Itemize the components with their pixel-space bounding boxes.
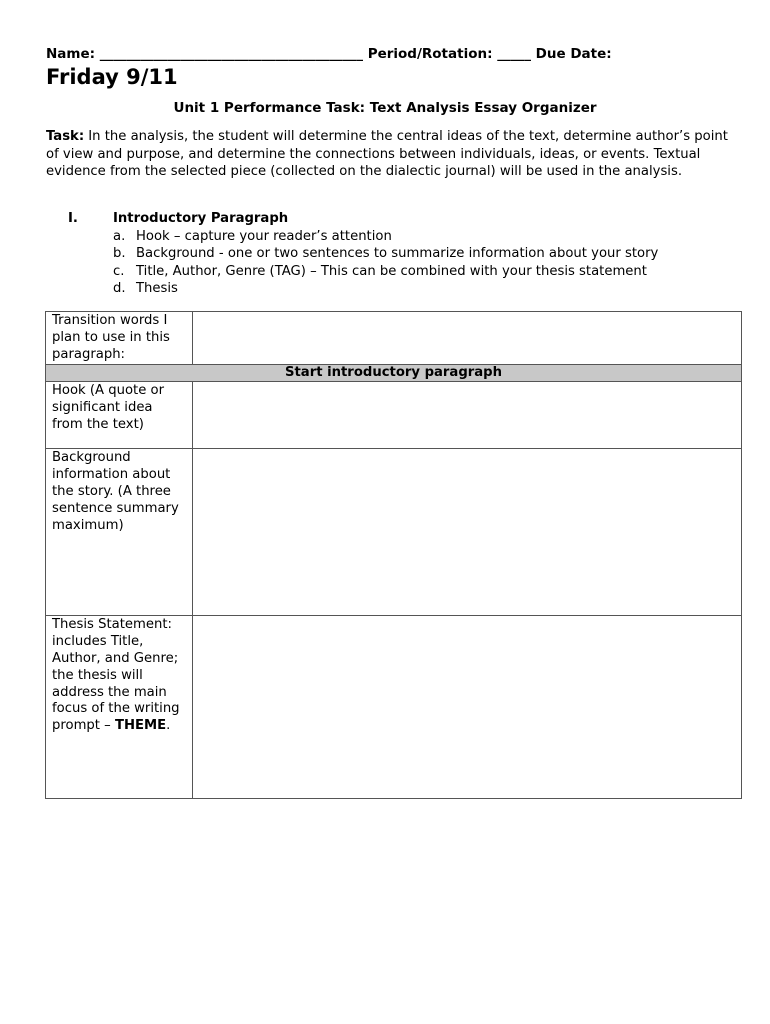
section-banner: Start introductory paragraph [46,365,742,382]
section-numeral: I. [68,211,78,226]
period-label: Period/Rotation: [367,46,493,62]
period-blank: _____ [497,46,531,62]
task-text: In the analysis, the student will determine the central ideas of the text, determine author’s point of view and purpose, and determine the connections between individuals, ideas, or events. Textual evidence from the selected piece (collected on the dialectic journal) will be used in the analysis. [46,129,728,179]
item-text: Thesis [136,281,178,297]
item-text: Title, Author, Genre (TAG) – This can be combined with your thesis statement [136,263,647,279]
table-row [46,382,742,449]
page-title: Unit 1 Performance Task: Text Analysis Essay Organizer [173,100,597,116]
item-letter: d. [113,281,126,297]
transition-answer-cell[interactable] [193,312,742,365]
task-description [46,128,736,181]
item-letter: b. [113,246,126,262]
due-date-value: Friday 9/11 [46,65,178,89]
thesis-label: Thesis Statement: includes Title, Author, and Genre; the thesis will address the main focus of the writing prompt – [52,617,180,734]
list-item [113,228,736,246]
background-answer-cell[interactable] [193,449,742,616]
item-letter: c. [113,263,125,279]
thesis-answer-cell[interactable] [193,616,742,799]
due-date-label: Due Date: [535,46,612,62]
hook-answer-cell[interactable] [193,382,742,449]
section-title: Introductory Paragraph [113,211,289,226]
list-item [113,280,736,298]
item-text: Hook – capture your reader’s attention [136,228,392,244]
thesis-label-cell [46,616,193,799]
list-item [113,245,736,263]
name-label: Name: [46,46,96,62]
list-item [113,263,736,281]
table-row [46,365,742,382]
outline [46,210,736,298]
table-row [46,616,742,799]
name-blank: _______________________________________ [99,46,363,62]
thesis-emphasis: THEME [114,718,167,734]
task-label: Task: [46,129,85,144]
outline-section [46,210,736,228]
item-letter: a. [113,228,126,244]
header-line [46,46,736,62]
outline-items [46,228,736,298]
hook-label: Hook (A quote or significant idea from the text) [46,382,193,449]
table-row [46,449,742,616]
background-label: Background information about the story. (A three sentence summary maximum) [46,449,193,616]
item-text: Background - one or two sentences to summarize information about your story [136,246,659,262]
thesis-end: . [166,718,171,734]
table-row [46,312,742,365]
transition-label: Transition words I plan to use in this paragraph: [46,312,193,365]
organizer-table [45,311,742,799]
